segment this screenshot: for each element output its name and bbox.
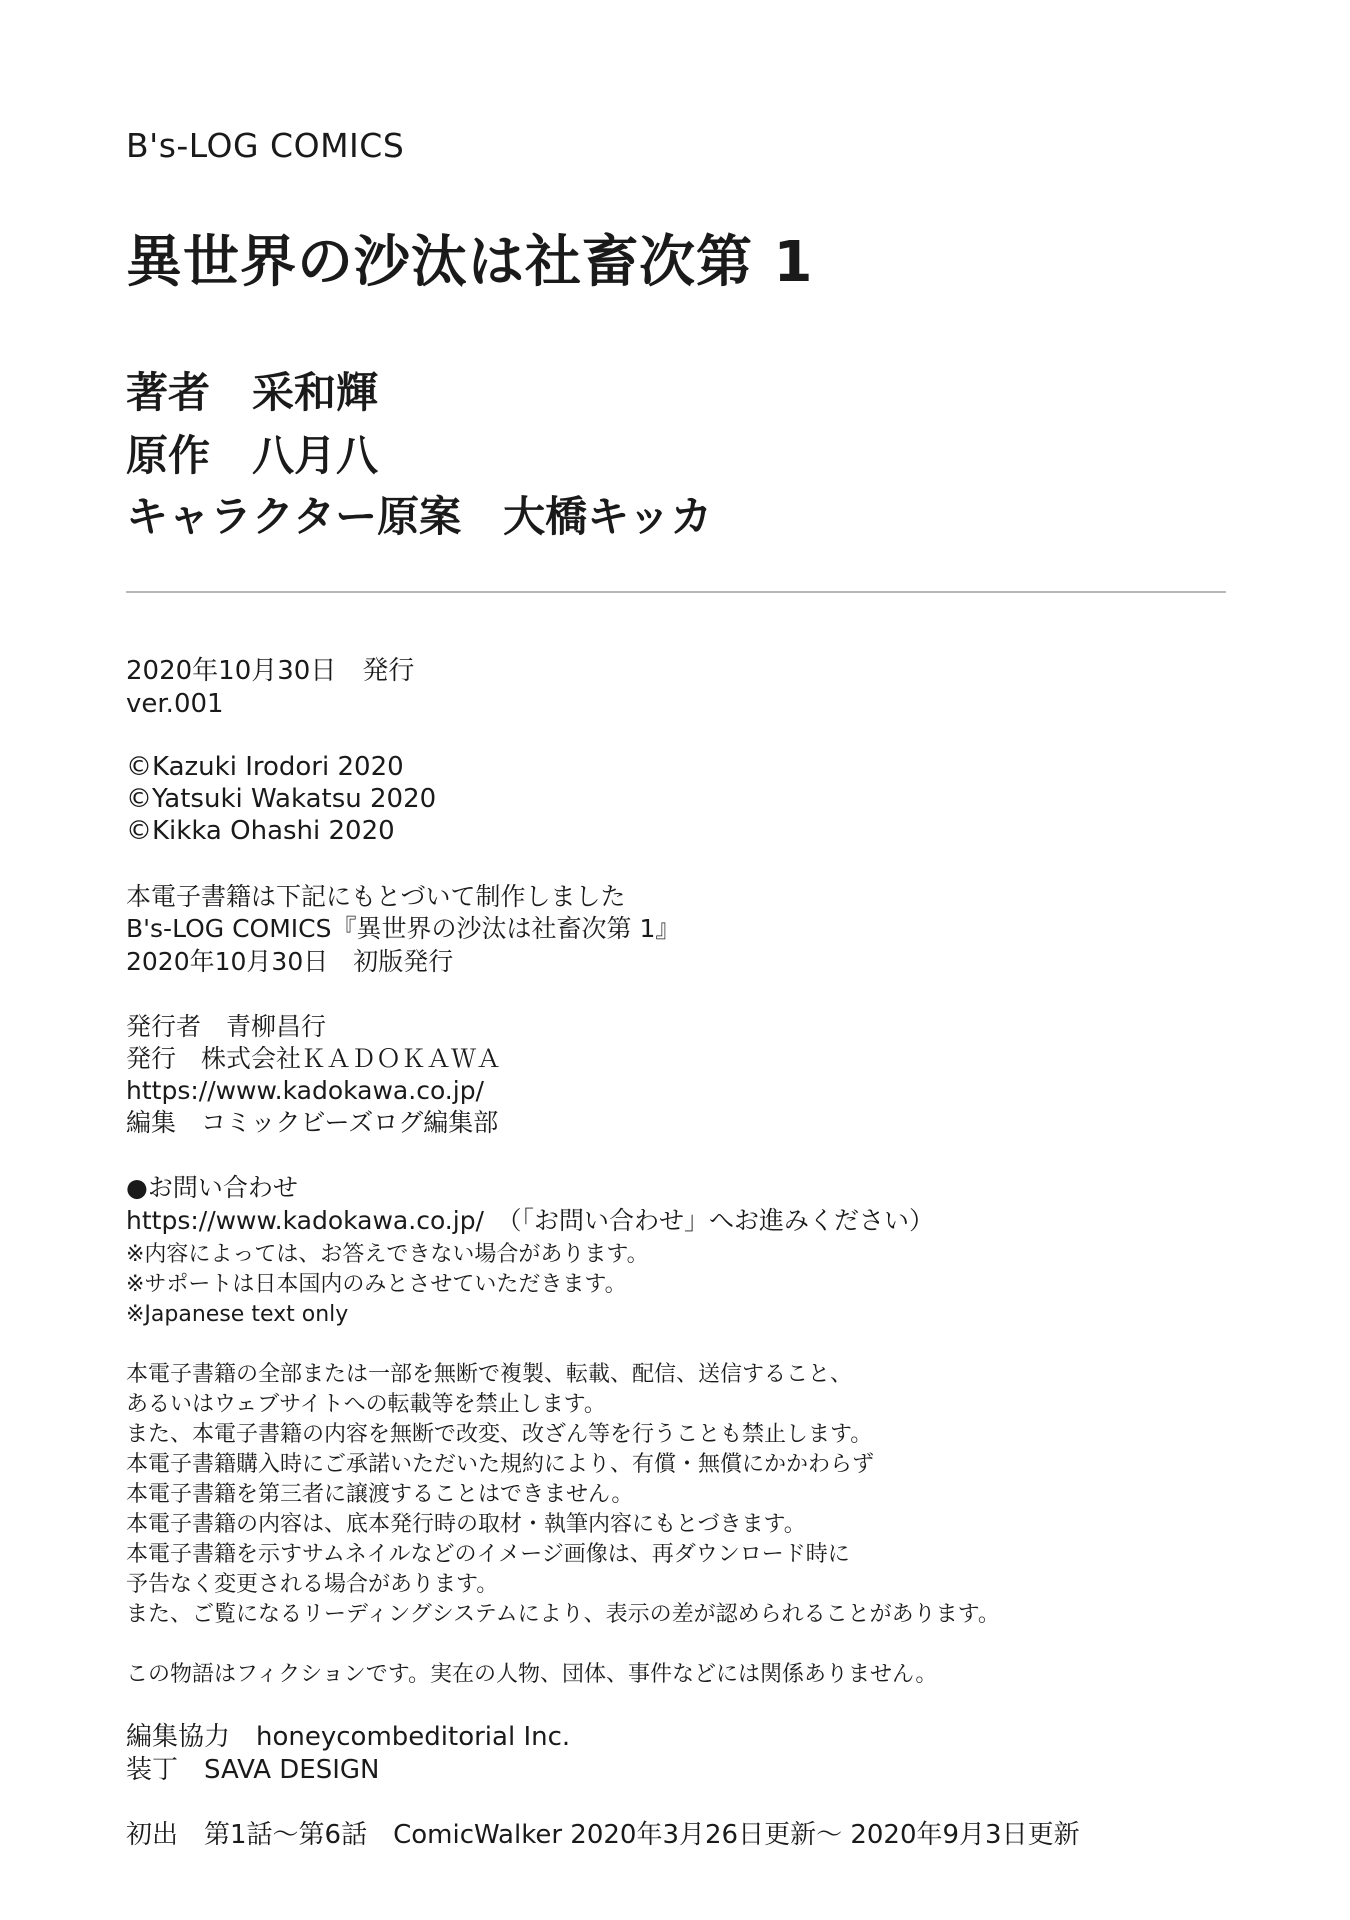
credit-author <box>126 360 378 420</box>
production-line: 装丁 SAVA DESIGN <box>126 1755 380 1785</box>
publisher-line: 発行者 青柳昌行 <box>126 1012 327 1041</box>
publisher-url[interactable]: https://www.kadokawa.co.jp/ <box>126 1076 484 1105</box>
source-edition-line: B's-LOG COMICS『異世界の沙汰は社畜次第 1』 <box>126 914 681 943</box>
legal-notice-line: 予告なく変更される場合があります。 <box>126 1572 499 1597</box>
credit-original <box>126 423 378 483</box>
inquiry-note: ※内容によっては、お答えできない場合があります。 <box>126 1242 649 1267</box>
publisher-line: 編集 コミックビーズログ編集部 <box>126 1108 499 1137</box>
credit-name: 八月八 <box>252 431 379 480</box>
credit-role: キャラクター原案 <box>126 492 462 541</box>
source-edition-line: 本電子書籍は下記にもとづいて制作しました <box>126 882 626 911</box>
publication-date: 2020年10月30日 発行 <box>126 656 415 686</box>
copyright-line: ©Yatsuki Wakatsu 2020 <box>126 784 437 814</box>
legal-notice-line: 本電子書籍を示すサムネイルなどのイメージ画像は、再ダウンロード時に <box>126 1542 850 1567</box>
legal-notice-line: また、ご覧になるリーディングシステムにより、表示の差が認められることがあります。 <box>126 1602 1000 1627</box>
legal-notice-line: 本電子書籍の内容は、底本発行時の取材・執筆内容にもとづきます。 <box>126 1512 806 1537</box>
source-edition-line: 2020年10月30日 初版発行 <box>126 947 454 976</box>
credit-name: 采和輝 <box>252 368 379 417</box>
production-line: 編集協力 honeycombeditorial Inc. <box>126 1722 571 1752</box>
first-appearance: 初出 第1話～第6話 ComicWalker 2020年3月26日更新～ 2020年9月3日更新 <box>126 1820 1080 1850</box>
copyright-line: ©Kikka Ohashi 2020 <box>126 816 395 846</box>
credit-role: 原作 <box>126 431 211 480</box>
inquiry-note: ※サポートは日本国内のみとさせていただきます。 <box>126 1272 627 1297</box>
fiction-notice: この物語はフィクションです。実在の人物、団体、事件などには関係ありません。 <box>126 1662 938 1687</box>
publisher-line: 発行 株式会社ＫＡＤＯＫＡＷＡ <box>126 1044 502 1073</box>
credit-role: 著者 <box>126 368 211 417</box>
legal-notice-line: 本電子書籍を第三者に譲渡することはできません。 <box>126 1482 634 1507</box>
credit-name: 大橋キッカ <box>503 492 713 541</box>
credit-character-design <box>126 484 712 544</box>
copyright-line: ©Kazuki Irodori 2020 <box>126 752 404 782</box>
inquiry-note: ※Japanese text only <box>126 1302 349 1327</box>
legal-notice-line: また、本電子書籍の内容を無断で改変、改ざん等を行うことも禁止します。 <box>126 1422 873 1447</box>
inquiry-url-line[interactable]: https://www.kadokawa.co.jp/ （「お問い合わせ」へお進みください） <box>126 1206 934 1235</box>
legal-notice-line: あるいはウェブサイトへの転載等を禁止します。 <box>126 1392 606 1417</box>
legal-notice-line: 本電子書籍購入時にご承諾いただいた規約により、有償・無償にかかわらず <box>126 1452 875 1477</box>
legal-notice-line: 本電子書籍の全部または一部を無断で複製、転載、配信、送信すること、 <box>126 1362 853 1387</box>
section-divider <box>126 591 1226 593</box>
book-title: 異世界の沙汰は社畜次第 1 <box>126 230 814 295</box>
series-name: B's-LOG COMICS <box>126 126 405 165</box>
inquiry-heading: ●お問い合わせ <box>126 1173 298 1202</box>
version: ver.001 <box>126 689 224 719</box>
